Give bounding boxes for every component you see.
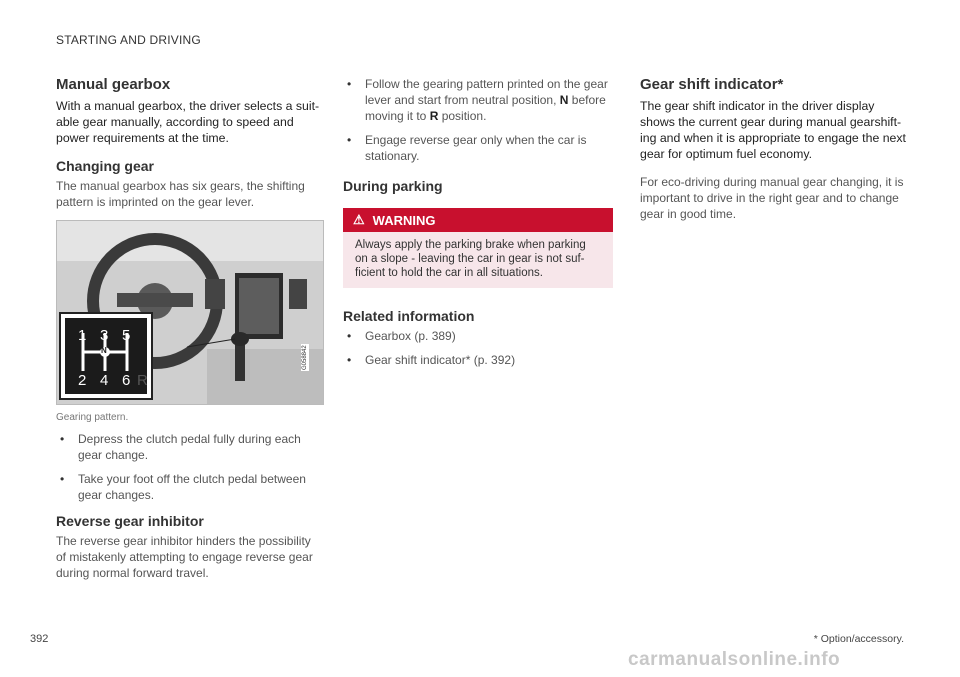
- reverse-inhibitor-text: The reverse gear inhibitor hinders the possibility of mistakenly attempting to engage reverse gear during normal forward travel.: [56, 534, 313, 580]
- reverse-inhibitor-heading: Reverse gear inhibitor: [56, 513, 204, 529]
- related-info-heading: Related information: [343, 308, 475, 324]
- gear-shift-indicator-text: For eco-driving during manual gear changing, it is important to drive in the right gear and to change gear in good time.: [640, 175, 904, 221]
- page-number: 392: [30, 633, 49, 645]
- gearing-pattern-figure: [56, 220, 324, 405]
- reverse-instructions-list: [343, 76, 613, 164]
- footnote: * Option/accessory.: [813, 633, 904, 645]
- gear-label-3: 3: [100, 327, 109, 344]
- gear-label-2: 2: [78, 372, 87, 389]
- gear-label-neutral: N: [101, 346, 107, 355]
- figure-caption: Gearing pattern.: [56, 412, 129, 423]
- warning-text: Always apply the parking brake when parking on a slope - leaving the car in gear is not suf- ficient to hold the car in all situations.: [355, 239, 586, 279]
- warning-header: [343, 208, 613, 232]
- warning-title: WARNING: [372, 212, 436, 228]
- manual-gearbox-intro: With a manual gearbox, the driver selects a suit- able gear manually, according to speed and power requirements at the time.: [56, 99, 320, 145]
- middle-column: [343, 76, 613, 378]
- right-column: [640, 76, 908, 232]
- gear-change-list: [56, 431, 324, 503]
- changing-gear-text: The manual gearbox has six gears, the shifting pattern is imprinted on the gear lever.: [56, 179, 305, 209]
- figure-code: G058842: [302, 345, 308, 370]
- related-link-gearbox[interactable]: • Gearbox (p. 389): [347, 329, 456, 343]
- warning-icon: ⚠: [353, 212, 365, 227]
- left-column: [56, 76, 324, 591]
- gear-shift-indicator-intro: The gear shift indicator in the driver display shows the current gear during manual gearshift- ing and when it is appropriate to engage the next gear for optimum fuel economy.: [640, 99, 906, 161]
- list-item: • Depress the clutch pedal fully during each gear change.: [60, 432, 301, 462]
- manual-gearbox-heading: Manual gearbox: [56, 76, 171, 93]
- gear-label-reverse: R: [137, 372, 148, 389]
- section-header: STARTING AND DRIVING: [56, 33, 201, 47]
- dashboard-illustration: [57, 221, 323, 404]
- list-item: • Take your foot off the clutch pedal between gear changes.: [60, 472, 306, 502]
- during-parking-heading: During parking: [343, 178, 443, 194]
- gear-label-5: 5: [122, 327, 131, 344]
- gear-label-6: 6: [122, 372, 131, 389]
- list-item: • Follow the gearing pattern printed on the gear lever and start from neutral position, N before moving it to R position.: [347, 77, 608, 123]
- list-item: • Engage reverse gear only when the car is stationary.: [347, 133, 587, 163]
- gear-shift-indicator-heading: Gear shift indicator*: [640, 76, 784, 93]
- warning-box: [343, 208, 613, 288]
- changing-gear-heading: Changing gear: [56, 158, 155, 174]
- gear-label-4: 4: [100, 372, 109, 389]
- gear-label-1: 1: [78, 327, 87, 344]
- watermark: carmanualsonline.info: [628, 649, 841, 670]
- related-info-list: [343, 328, 613, 368]
- related-link-gear-shift-indicator[interactable]: • Gear shift indicator* (p. 392): [347, 353, 516, 367]
